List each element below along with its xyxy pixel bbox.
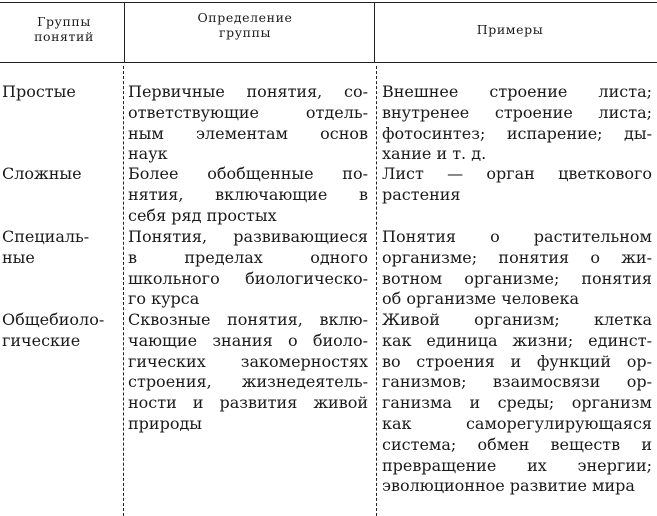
body-column-divider: [376, 66, 377, 516]
example-line: Лист — орган цветкового: [382, 164, 652, 183]
example-line: как единица жизни; единст-: [382, 330, 652, 350]
example-line: система; обмен веществ и: [382, 434, 652, 454]
header-examples: [440, 22, 580, 37]
definition-line: Сквозные понятия, вклю-: [128, 310, 368, 329]
body-column-divider: [123, 66, 124, 516]
table-row-general-biology-examples: [382, 310, 652, 497]
header-text-line: понятий: [34, 29, 94, 44]
definition-line: себя ряд простых: [128, 205, 277, 225]
table-row-complex-examples: [382, 164, 652, 206]
example-line: внутренее строение листа;: [382, 102, 652, 122]
table-row-simple-group: [2, 82, 120, 103]
header-column-divider: [124, 2, 125, 62]
header-text-line: Примеры: [476, 22, 544, 37]
example-line: Понятия о растительном: [382, 227, 652, 246]
definition-line: ным элементам основ: [128, 123, 368, 143]
definition-line: строения, жизнедеятель-: [128, 372, 368, 392]
example-line: фотосинтез; испарение; ды-: [382, 123, 652, 143]
group-name-line: Общебиоло-: [2, 310, 105, 329]
example-line: как саморегулирующаяся: [382, 413, 652, 433]
group-name-line: ные: [2, 247, 35, 267]
table-row-complex-group: [2, 164, 120, 185]
table-row-special-group: [2, 227, 120, 269]
header-column-divider: [374, 2, 375, 62]
example-line: организме; понятия о жи-: [382, 247, 652, 267]
definition-line: Понятия, развивающиеся: [128, 227, 368, 246]
definition-line: школьного биологическо-: [128, 268, 368, 288]
header-bottom-rule: [0, 62, 657, 63]
example-line: хание и т. д.: [382, 144, 487, 164]
example-line: Живой организм; клетка: [382, 310, 652, 329]
table-row-general-biology-group: [2, 310, 120, 352]
header-group-definition: [170, 10, 320, 40]
table-top-rule: [0, 2, 657, 3]
header-text-line: Определение: [197, 10, 293, 25]
definition-line: в пределах одного: [128, 247, 368, 267]
group-name-line: Специаль-: [2, 227, 90, 246]
example-line: эволюционное развитие мира: [382, 476, 635, 496]
table-row-complex-definition: [128, 164, 368, 226]
example-line: Внешнее строение листа;: [382, 82, 652, 101]
definition-line: Первичные понятия, со-: [128, 82, 368, 101]
definition-line: чающие знания о биоло-: [128, 330, 368, 350]
definition-line: гических закомерностях: [128, 351, 368, 371]
example-line: вотном организме; понятия: [382, 268, 652, 288]
example-line: растения: [382, 184, 461, 204]
example-line: ганизмов; взаимосвязи ор-: [382, 372, 652, 392]
example-line: превращение их энергии;: [382, 455, 652, 475]
table-row-simple-definition: [128, 82, 368, 165]
definition-line: ности и развития живой: [128, 393, 368, 413]
table-row-general-biology-definition: [128, 310, 368, 435]
header-text-line: Группы: [37, 14, 91, 29]
group-name-line: Сложные: [2, 164, 82, 183]
definition-line: го курса: [128, 289, 200, 309]
example-line: об организме человека: [382, 289, 580, 309]
example-line: во строения и функций ор-: [382, 351, 652, 371]
group-name-line: Простые: [2, 82, 76, 101]
example-line: ганизма и среды; организм: [382, 393, 652, 413]
definition-line: наук: [128, 144, 168, 164]
header-text-line: группы: [218, 25, 272, 40]
header-concept-groups: [20, 14, 108, 44]
group-name-line: гические: [2, 330, 81, 350]
table-row-simple-examples: [382, 82, 652, 165]
definition-line: природы: [128, 413, 203, 433]
table-row-special-examples: [382, 227, 652, 310]
definition-line: ответствующие отдель-: [128, 102, 368, 122]
definition-line: Более обобщенные по-: [128, 164, 368, 183]
table-row-special-definition: [128, 227, 368, 310]
definition-line: нятия, включающие в: [128, 184, 368, 204]
